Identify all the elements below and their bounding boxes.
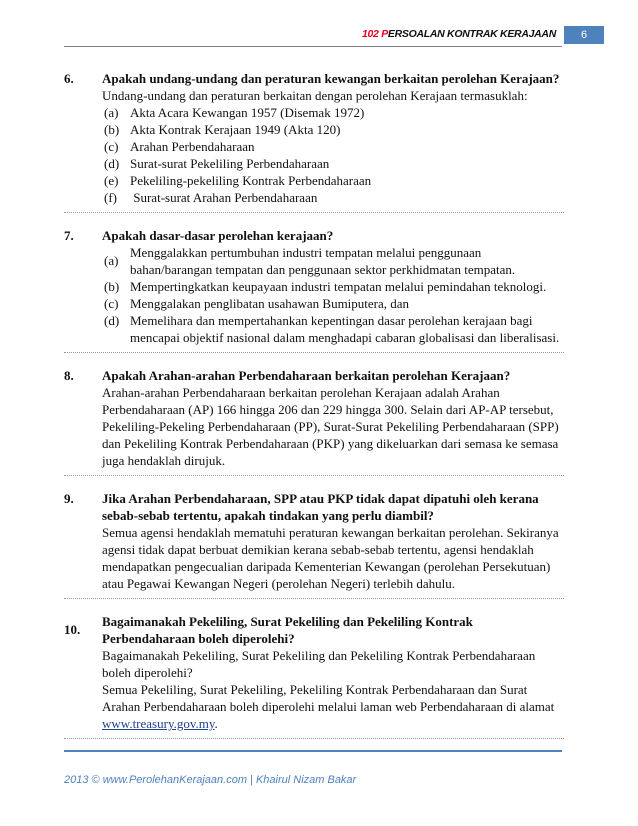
answer-text: Semua Pekeliling, Surat Pekeliling, Pekeliling Kontrak Perbendaharaan dan Surat Arahan Perbendaharaan boleh diperolehi melalui laman web Perbendaharaan di alamat www.treasury.gov.my. <box>102 682 555 731</box>
question-number: 9. <box>64 491 74 506</box>
question-8 <box>64 367 564 469</box>
question-number: 8. <box>64 368 74 383</box>
question-title: Apakah undang-undang dan peraturan kewangan berkaitan perolehan Kerajaan? <box>102 71 560 86</box>
question-9 <box>64 490 564 592</box>
question-6 <box>64 70 564 206</box>
divider <box>64 475 564 476</box>
divider <box>64 738 564 739</box>
list-item: (e) Pekeliling-pekeliling Kontrak Perbendaharaan <box>104 173 372 188</box>
list-item: (c) Menggalakan penglibatan usahawan Bumiputera, dan <box>104 296 410 311</box>
question-title: Apakah Arahan-arahan Perbendaharaan berkaitan perolehan Kerajaan? <box>102 368 511 383</box>
question-7 <box>64 227 564 346</box>
footer-text: 2013 © www.PerolehanKerajaan.com | Khairul Nizam Bakar <box>64 774 357 786</box>
answer-text: Arahan-arahan Perbendaharaan berkaitan perolehan Kerajaan adalah Arahan Perbendaharaan (AP) 166 hingga 206 dan 229 hingga 300. Selain dari AP-AP tersebut, Pekeliling-Pekeling Perbendaharaan (PP), Surat-Surat Pekeliling Perbendaharaan (SPP) dan Pekeliling Kontrak Perbendaharaan (PKP) yang dikeluarkan dari semasa ke semasa juga hendaklah dirujuk. <box>102 385 559 468</box>
header-title: 102 PERSOALAN KONTRAK KERAJAAN <box>361 28 556 40</box>
answer-list <box>102 104 564 206</box>
question-10 <box>64 613 564 732</box>
list-item: (d) Memelihara dan mempertahankan kepentingan dasar perolehan kerajaan bagi mencapai objektif nasional dalam menghadapi cabaran globalisasi dan liberalisasi. <box>104 313 560 345</box>
answer-text: Bagaimanakah Pekeliling, Surat Pekeliling dan Pekeliling Kontrak Perbendaharaan boleh diperolehi? <box>102 648 536 680</box>
question-title: Apakah dasar-dasar perolehan kerajaan? <box>102 228 334 243</box>
question-number: 10. <box>64 622 81 637</box>
footer-divider <box>64 750 562 752</box>
question-number: 6. <box>64 71 74 86</box>
answer-intro: Undang-undang dan peraturan berkaitan dengan perolehan Kerajaan termasuklah: <box>102 88 528 103</box>
list-item: (a) Menggalakkan pertumbuhan industri tempatan melalui penggunaan bahan/barangan tempatan dan penggunaan sektor perkhidmatan tempatan. <box>104 245 516 277</box>
divider <box>64 598 564 599</box>
treasury-link[interactable]: www.treasury.gov.my <box>102 716 215 731</box>
main-content <box>64 70 564 753</box>
divider <box>64 352 564 353</box>
list-item: (b) Akta Kontrak Kerajaan 1949 (Akta 120) <box>104 122 341 137</box>
answer-text: Semua agensi hendaklah mematuhi peraturan kewangan berkaitan perolehan. Sekiranya agensi tidak dapat berbuat demikian kerana sebab-sebab tertentu, agensi hendaklah mendapatkan pengecualian daripada Kementerian Kewangan (perolehan Persekutuan) atau Pegawai Kewangan Negeri (perolehan Negeri) terlebih dahulu. <box>102 525 559 591</box>
list-item: (d) Surat-surat Pekeliling Perbendaharaan <box>104 156 330 171</box>
list-item: (f) Surat-surat Arahan Perbendaharaan <box>104 190 318 205</box>
list-item: (a) Akta Acara Kewangan 1957 (Disemak 1972) <box>104 105 365 120</box>
page-number: 6 <box>564 26 604 44</box>
answer-list <box>102 244 564 346</box>
question-title: Bagaimanakah Pekeliling, Surat Pekeliling dan Pekeliling Kontrak Perbendaharaan boleh diperolehi? <box>102 614 473 646</box>
question-number: 7. <box>64 228 74 243</box>
divider <box>64 212 564 213</box>
list-item: (c) Arahan Perbendaharaan <box>104 139 255 154</box>
question-title: Jika Arahan Perbendaharaan, SPP atau PKP tidak dapat dipatuhi oleh kerana sebab-sebab tertentu, apakah tindakan yang perlu diambil? <box>102 491 539 523</box>
list-item: (b) Mempertingkatkan keupayaan industri tempatan melalui pemindahan teknologi. <box>104 279 547 294</box>
page-header <box>0 26 638 46</box>
header-divider <box>64 46 562 47</box>
